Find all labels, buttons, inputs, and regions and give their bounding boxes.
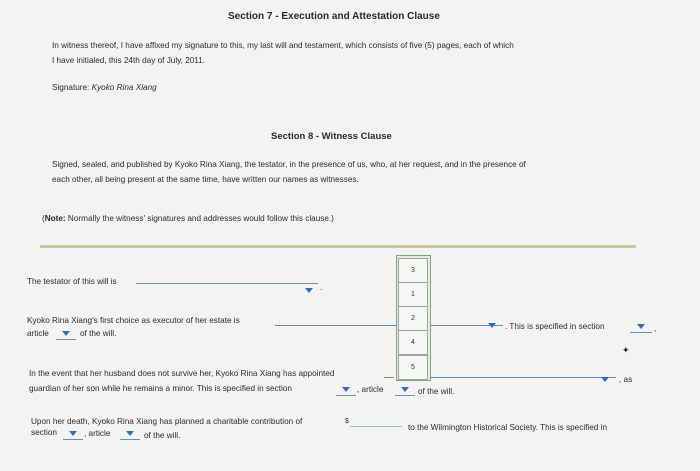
section-7-title: Section 7 - Execution and Attestation Clause bbox=[228, 11, 440, 22]
chevron-down-icon bbox=[401, 387, 409, 392]
chevron-down-icon bbox=[637, 324, 645, 329]
signature-line bbox=[52, 82, 157, 94]
q4-to-society: to the Wilmington Historical Society. This is specified in bbox=[408, 423, 608, 432]
note-text: Normally the witness' signatures and addresses would follow this clause.) bbox=[65, 214, 334, 223]
q4-section-dropdown[interactable] bbox=[63, 428, 83, 440]
q3-guardian-underline-left bbox=[384, 377, 394, 378]
q4-of-will: of the will. bbox=[144, 431, 181, 440]
q1-label: The testator of this will is bbox=[27, 277, 117, 286]
q3-article-label: , article bbox=[357, 385, 384, 394]
note-line bbox=[42, 213, 334, 225]
q2-comma: , bbox=[654, 324, 657, 333]
chevron-down-icon bbox=[62, 331, 70, 336]
q3-as: , as bbox=[619, 375, 633, 384]
q4-article-label: , article bbox=[84, 429, 111, 438]
mouse-cursor-icon: ✦ bbox=[622, 345, 630, 355]
chevron-down-icon bbox=[126, 431, 134, 436]
q2-article-dropdown[interactable] bbox=[56, 328, 76, 340]
q3-line1: In the event that her husband does not survive her, Kyoko Rina Xiang has appointed bbox=[29, 369, 335, 378]
dropdown-option[interactable]: 1 bbox=[398, 282, 428, 307]
dropdown-option[interactable]: 5 bbox=[398, 355, 428, 380]
q2-executor-chevron-down-icon[interactable] bbox=[488, 323, 496, 328]
q2-line1: Kyoko Rina Xiang's first choice as executor of her estate is bbox=[27, 316, 240, 325]
signature-label: Signature: bbox=[52, 83, 90, 92]
q3-section-dropdown[interactable] bbox=[336, 384, 356, 396]
q2-executor-dropdown-underline-left bbox=[275, 325, 397, 326]
q4-dollar-sign: $ bbox=[345, 418, 349, 425]
dropdown-option[interactable]: 3 bbox=[398, 258, 428, 283]
signature-value: Kyoko Rina Xiang bbox=[91, 83, 157, 92]
section-7-paragraph-line1: In witness thereof, I have affixed my signature to this, my last will and testament, which consists of five (5) pages, each of which bbox=[52, 41, 514, 50]
q2-section-dropdown[interactable] bbox=[630, 321, 652, 333]
q4-line1: Upon her death, Kyoko Rina Xiang has planned a charitable contribution of bbox=[31, 417, 303, 426]
q2-article-label: article bbox=[27, 329, 49, 338]
q1-dropdown-chevron-down-icon[interactable] bbox=[305, 288, 313, 293]
q3-of-will: of the will. bbox=[418, 387, 455, 396]
dropdown-option[interactable]: 4 bbox=[398, 330, 428, 355]
section-8-paragraph-line1: Signed, sealed, and published by Kyoko Rina Xiang, the testator, in the presence of us, who, at her request, and in the presence of bbox=[52, 160, 526, 169]
q3-line2: guardian of her son while he remains a minor. This is specified in section bbox=[29, 384, 292, 393]
q2-specified-text: . This is specified in section bbox=[505, 322, 605, 331]
q1-dropdown-underline bbox=[136, 283, 318, 284]
q1-period: . bbox=[320, 283, 323, 292]
chevron-down-icon bbox=[342, 387, 350, 392]
section-7-paragraph-line2: I have initialed, this 24th day of July, 2011. bbox=[52, 56, 206, 65]
section-divider bbox=[40, 245, 636, 248]
q3-guardian-dropdown-underline bbox=[430, 377, 616, 378]
q4-contribution-amount-input[interactable] bbox=[350, 414, 402, 427]
q3-article-dropdown[interactable] bbox=[395, 384, 415, 396]
section-8-paragraph-line2: each other, all being present at the same time, have written our names as witnesses. bbox=[52, 175, 359, 184]
dropdown-option[interactable]: 2 bbox=[398, 306, 428, 331]
q3-guardian-chevron-down-icon[interactable] bbox=[601, 377, 609, 382]
q2-of-will: of the will. bbox=[80, 329, 117, 338]
q4-article-dropdown[interactable] bbox=[120, 428, 140, 440]
note-open: ( bbox=[42, 214, 45, 223]
note-label: Note: bbox=[44, 214, 66, 223]
q4-section-label: section bbox=[31, 428, 57, 437]
chevron-down-icon bbox=[69, 431, 77, 436]
section-8-title: Section 8 - Witness Clause bbox=[271, 131, 392, 142]
